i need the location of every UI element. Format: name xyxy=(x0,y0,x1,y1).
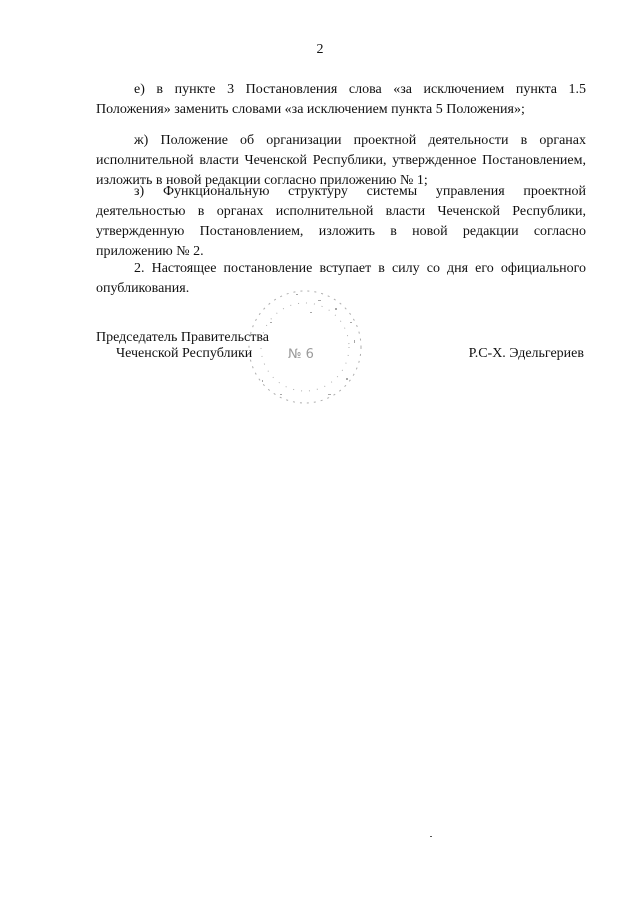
paragraph-zh: ж) Положение об организации проектной деятельности в органах исполнительной власти Чеченской Республики, утвержденное Постановлением, изложить в новой редакции согласно приложению № 1; xyxy=(96,133,586,188)
signatory-name: Р.С-Х. Эдельгериев xyxy=(468,346,584,361)
scan-speck xyxy=(430,836,432,837)
page-number: 2 xyxy=(316,42,324,57)
paragraph-e: е) в пункте 3 Постановления слова «за исключением пункта 1.5 Положения» заменить словами «за исключением пункта 5 Положения»; xyxy=(96,82,586,117)
seal-fragment-text: № 6 xyxy=(288,347,314,362)
signatory-title-line1: Председатель Правительства xyxy=(96,330,269,345)
signatory-title-line2: Чеченской Республики xyxy=(116,346,253,361)
paragraph-z: з) Функциональную структуру системы управления проектной деятельностью в органах исполнительной власти Чеченской Республики, утвержденную Постановлением, изложить в новой редакции согласно приложению № 2. xyxy=(96,184,586,259)
faded-seal-stamp xyxy=(240,282,370,412)
paragraph-2: 2. Настоящее постановление вступает в силу со дня его официального опубликования. xyxy=(96,261,586,296)
